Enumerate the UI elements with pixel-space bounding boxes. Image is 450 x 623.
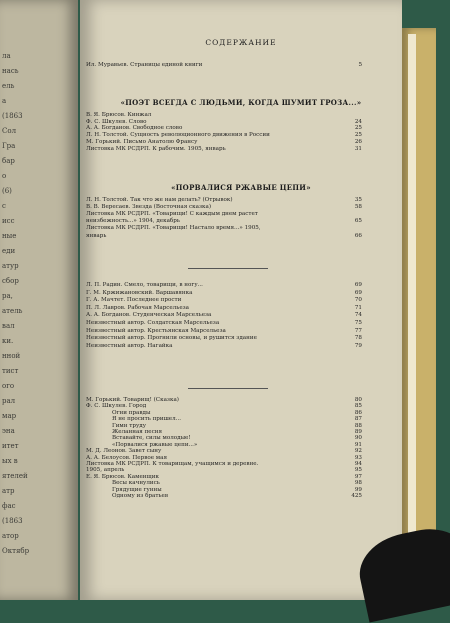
section-divider: [188, 388, 268, 389]
toc-page-number: 25: [354, 132, 362, 139]
toc-entry: Весы качнулись: [112, 480, 160, 487]
left-page-line: (6): [2, 187, 12, 195]
toc-entry: П. Л. Лавров. Рабочая Марсельеза: [86, 304, 190, 311]
left-page-line: тист: [2, 367, 19, 375]
left-page-line: нной: [2, 352, 21, 360]
toc-page-number: 80: [354, 397, 362, 403]
toc-page-number: 69: [354, 282, 362, 288]
toc-page-number: 93: [354, 454, 362, 461]
left-page-line: ого: [2, 382, 15, 390]
toc-entry: А. А. Богданов. Студенческая Марсельеза: [86, 312, 212, 319]
toc-page-number: 99: [354, 486, 362, 493]
left-page-line: мар: [2, 412, 17, 420]
toc-entry: Грядущие гунны: [112, 486, 162, 493]
left-page-line: исс: [2, 217, 15, 225]
toc-entry: В. В. Вересаев. Звезда (Восточная сказка): [86, 204, 212, 211]
toc-entry: Неизвестный автор. Нагайка: [86, 342, 173, 349]
toc-page-number: 85: [354, 403, 362, 410]
toc-page-number: 77: [354, 327, 362, 334]
toc-entry: М. Горький. Товарищ! (Сказка): [86, 397, 179, 403]
left-page-line: Октябр: [2, 547, 30, 555]
intro-entry: Ил. Муравьев. Страницы единой книги: [86, 62, 203, 68]
toc-page-number: 70: [354, 297, 362, 304]
toc-page-number: 98: [354, 480, 362, 487]
toc-page-number: 58: [354, 204, 362, 211]
toc-entry: Одному из братьев: [112, 493, 168, 499]
toc-page-number: 95: [354, 467, 362, 474]
left-page-line: (1863: [2, 112, 23, 120]
left-page-line: с: [2, 202, 6, 210]
toc-page-number: 86: [354, 409, 362, 416]
toc-page-number: 78: [354, 335, 362, 342]
toc-entry: Л. П. Радин. Смело, товарищи, в ногу...: [86, 282, 203, 288]
left-page-line: ные: [2, 232, 17, 240]
left-page-line: ра,: [2, 292, 13, 300]
left-page-line: вал: [2, 322, 15, 330]
toc-entry: М. Горький. Письмо Анатолю Франсу: [86, 138, 198, 145]
toc-page-number: 94: [354, 461, 362, 467]
toc-entry: Г. М. Кржижановский. Варшавянка: [86, 289, 193, 296]
toc-entry: «Порвалися ржавые цепи...»: [112, 441, 198, 448]
toc-page-number: 69: [354, 289, 362, 296]
left-page-line: еди: [2, 247, 16, 255]
toc-page-number: 74: [354, 312, 362, 319]
contents-page: [80, 0, 402, 600]
toc-page-number: 25: [354, 125, 362, 132]
toc-page-number: 91: [354, 441, 362, 448]
toc-entry: М. Д. Леонов. Завет сыну: [86, 448, 162, 455]
left-page-line: итет: [2, 442, 19, 450]
toc-page-number: 79: [354, 342, 362, 349]
toc-entry: Г. А. Мачтет. Последнее прости: [86, 297, 182, 304]
toc-page-number: 75: [354, 320, 362, 326]
toc-entry: Неизвестный автор. Прогнили основы, и рушится здание: [86, 335, 257, 342]
toc-entry: Листовка МК РСДРП. «Товарищи! Настало время...» 1905,: [86, 225, 261, 232]
left-page-line: а: [2, 97, 7, 105]
toc-entry: Огни правды: [112, 409, 151, 416]
section-title: «ПОЭТ ВСЕГДА С ЛЮДЬМИ, КОГДА ШУМИТ ГРОЗА...»: [120, 98, 362, 107]
toc-entry: Е. Я. Брюсов. Каменщик: [86, 473, 159, 480]
toc-page-number: 71: [354, 304, 362, 311]
toc-page-number: 425: [351, 493, 362, 499]
toc-entry: А. А. Богданов. Свободное слово: [86, 125, 183, 132]
toc-page-number: 87: [354, 416, 362, 423]
toc-entry: январь: [86, 232, 107, 239]
toc-entry: В. Я. Брюсов. Кинжал: [86, 112, 152, 118]
page-title: СОДЕРЖАНИЕ: [205, 38, 277, 47]
intro-page-number: 5: [358, 62, 362, 68]
toc-page-number: 89: [354, 429, 362, 435]
toc-page-number: 92: [354, 448, 362, 455]
left-page-line: бар: [2, 157, 15, 165]
toc-entry: Л. Н. Толстой. Так что же нам делать? (Отрывок): [86, 197, 233, 203]
toc-page-number: 65: [354, 218, 362, 225]
left-page-line: ки.: [2, 337, 14, 345]
left-page-line: Гра: [2, 142, 16, 150]
toc-entry: неизбежность...» 1904, декабрь: [86, 218, 180, 225]
left-page-line: нась: [2, 67, 19, 75]
left-page-line: ятелей: [2, 472, 28, 480]
left-page-line: ель: [2, 82, 15, 90]
left-page-line: Сол: [2, 127, 17, 135]
toc-entry: Неизвестный автор. Солдатская Марсельеза: [86, 320, 220, 326]
left-page: [0, 0, 78, 600]
left-page-line: атор: [2, 532, 19, 540]
toc-entry: Я не просить пришел...: [112, 416, 182, 423]
section-title: «ПОРВАЛИСЯ РЖАВЫЕ ЦЕПИ»: [171, 183, 311, 192]
toc-entry: Неизвестный автор. Крестьянская Марсельеза: [86, 327, 226, 334]
left-page-line: фас: [2, 502, 16, 510]
left-page-line: эна: [2, 427, 15, 435]
toc-entry: Листовка МК РСДРП. «Товарищи! С каждым днем растет: [86, 211, 258, 218]
section-divider: [188, 268, 268, 269]
left-page-line: сбор: [2, 277, 19, 285]
toc-entry: Гимн труду: [112, 422, 146, 429]
toc-entry: Ф. С. Шкулев. Город: [86, 403, 147, 410]
toc-page-number: 26: [354, 138, 362, 145]
book-pages-edge: [408, 34, 416, 600]
toc-entry: Вставайте, силы молодые!: [112, 435, 191, 442]
left-page-line: рал: [2, 397, 16, 405]
left-page-line: атур: [2, 262, 19, 270]
left-page-line: ых в: [2, 457, 18, 465]
toc-page-number: 66: [354, 232, 362, 239]
toc-page-number: 97: [354, 473, 362, 480]
toc-entry: Желанная песня: [112, 429, 163, 435]
left-page-line: атр: [2, 487, 15, 495]
toc-page-number: 90: [354, 435, 362, 442]
left-page-line: (1863: [2, 517, 23, 525]
toc-page-number: 24: [354, 118, 362, 125]
left-page-line: о: [2, 172, 7, 180]
toc-entry: 1905, апрель: [86, 467, 125, 474]
toc-entry: Листовка МК РСДРП. К рабочим. 1905, январь: [86, 145, 226, 152]
left-page-line: ла: [2, 52, 11, 60]
toc-entry: Листовка МК РСДРП. К товарищам, учащимся и деревне.: [86, 461, 259, 467]
toc-page-number: 88: [354, 422, 362, 429]
left-page-line: атель: [2, 307, 23, 315]
toc-entry: Л. Н. Толстой. Сущность революционного движения в России: [86, 132, 270, 139]
toc-page-number: 35: [354, 197, 362, 203]
toc-page-number: 31: [354, 145, 362, 152]
toc-entry: А. А. Белоусов. Первое мая: [86, 454, 168, 461]
toc-entry: Ф. С. Шкулев. Слово: [86, 118, 147, 125]
